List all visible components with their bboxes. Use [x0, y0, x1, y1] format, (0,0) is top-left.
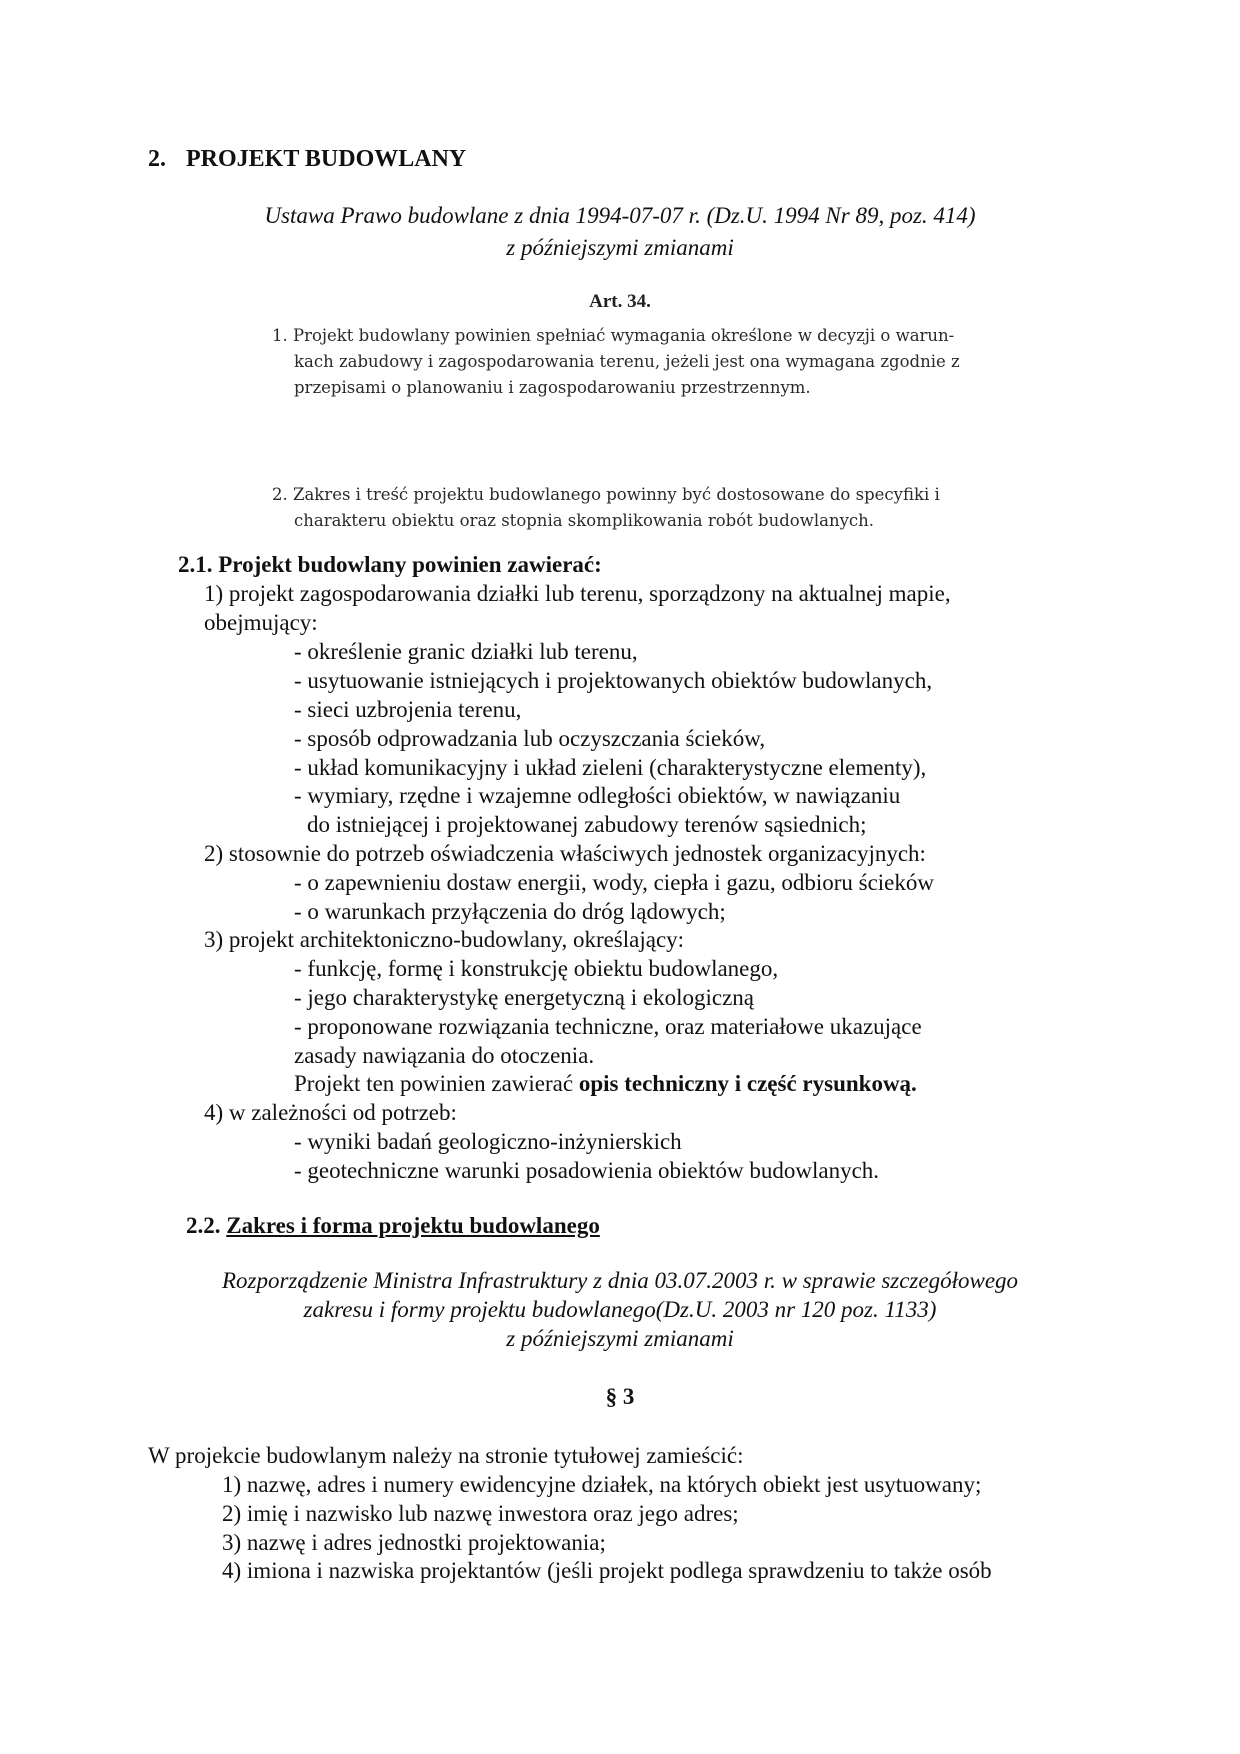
article-paragraph-line: kach zabudowy i zagospodarowania terenu, jeżeli jest ona wymagana zgodnie z [294, 352, 960, 371]
emphasized-text: opis techniczny i część rysunkową. [578, 1071, 917, 1096]
list-item: 1) nazwę, adres i numery ewidencyjne działek, na których obiekt jest usytuowany; [222, 1472, 982, 1497]
list-item: 4) w zależności od potrzeb: [204, 1100, 457, 1125]
article-paragraph-number: 2. [272, 485, 288, 504]
list-item: 2) imię i nazwisko lub nazwę inwestora oraz jego adres; [222, 1501, 739, 1526]
article-paragraph-1 [272, 323, 972, 401]
list-item: 3) projekt architektoniczno-budowlany, określający: [204, 927, 685, 952]
list-item: - układ komunikacyjny i układ zieleni (charakterystyczne elementy), [294, 755, 927, 780]
list-item: - wyniki badań geologiczno-inżynierskich [294, 1129, 682, 1154]
list-item: - wymiary, rzędne i wzajemne odległości obiektów, w nawiązaniu [294, 783, 901, 808]
regulation-citation-line-2: zakresu i formy projektu budowlanego(Dz.U. 2003 nr 120 poz. 1133) [303, 1297, 937, 1322]
section-number: 2. [148, 146, 166, 172]
list-item: obejmujący: [204, 610, 318, 635]
list-item: - o warunkach przyłączenia do dróg lądowych; [294, 899, 726, 924]
paragraph-intro: W projekcie budowlanym należy na stronie tytułowej zamieścić: [148, 1443, 744, 1468]
list-item: - proponowane rozwiązania techniczne, oraz materiałowe ukazujące [294, 1014, 922, 1039]
list-item: - usytuowanie istniejących i projektowanych obiektów budowlanych, [294, 668, 933, 693]
law-citation-line-2: z późniejszymi zmianami [506, 235, 734, 260]
list-item: do istniejącej i projektowanej zabudowy terenów sąsiednich; [307, 812, 867, 837]
article-paragraph-number: 1. [272, 326, 288, 345]
subsection-title: Zakres i forma projektu budowlanego [226, 1213, 600, 1238]
list-item: 4) imiona i nazwiska projektantów (jeśli projekt podlega sprawdzeniu to także osób [222, 1558, 992, 1583]
law-citation-line-1: Ustawa Prawo budowlane z dnia 1994-07-07 r. (Dz.U. 1994 Nr 89, poz. 414) [264, 203, 976, 228]
list-item: Projekt ten powinien zawierać opis techniczny i część rysunkową. [294, 1071, 917, 1096]
subsection-heading: 2.1. Projekt budowlany powinien zawierać: [178, 552, 602, 577]
article-paragraph-line: charakteru obiektu oraz stopnia skomplikowania robót budowlanych. [294, 511, 875, 530]
section-heading [148, 146, 466, 173]
list-item: - geotechniczne warunki posadowienia obiektów budowlanych. [294, 1158, 880, 1183]
list-item: - o zapewnieniu dostaw energii, wody, ciepła i gazu, odbioru ścieków [294, 870, 934, 895]
subsection-heading-2 [186, 1213, 600, 1239]
article-paragraph-2 [272, 482, 972, 534]
list-item: - określenie granic działki lub terenu, [294, 639, 638, 664]
article-paragraph-line: 1. Projekt budowlany powinien spełniać wymagania określone w decyzji o warun- [272, 326, 955, 345]
list-item: 3) nazwę i adres jednostki projektowania; [222, 1530, 606, 1555]
list-item: zasady nawiązania do otoczenia. [294, 1043, 595, 1068]
list-item: 1) projekt zagospodarowania działki lub terenu, sporządzony na aktualnej mapie, [204, 581, 951, 606]
list-item: - jego charakterystykę energetyczną i ekologiczną [294, 985, 754, 1010]
article-paragraph-line: 2. Zakres i treść projektu budowlanego powinny być dostosowane do specyfiki i [272, 485, 940, 504]
regulation-citation-line-1: Rozporządzenie Ministra Infrastruktury z dnia 03.07.2003 r. w sprawie szczegółowego [221, 1268, 1019, 1293]
subsection-number: 2.2. [186, 1213, 221, 1238]
article-paragraph-line: przepisami o planowaniu i zagospodarowaniu przestrzennym. [294, 378, 811, 397]
paragraph-title: § 3 [605, 1384, 635, 1409]
list-item: 2) stosownie do potrzeb oświadczenia właściwych jednostek organizacyjnych: [204, 841, 926, 866]
list-item: - funkcję, formę i konstrukcję obiektu budowlanego, [294, 956, 779, 981]
article-title: Art. 34. [589, 291, 651, 312]
section-title: PROJEKT BUDOWLANY [186, 146, 467, 172]
regulation-citation-line-3: z późniejszymi zmianami [506, 1326, 734, 1351]
list-item: - sieci uzbrojenia terenu, [294, 697, 522, 722]
list-item: - sposób odprowadzania lub oczyszczania ścieków, [294, 726, 766, 751]
